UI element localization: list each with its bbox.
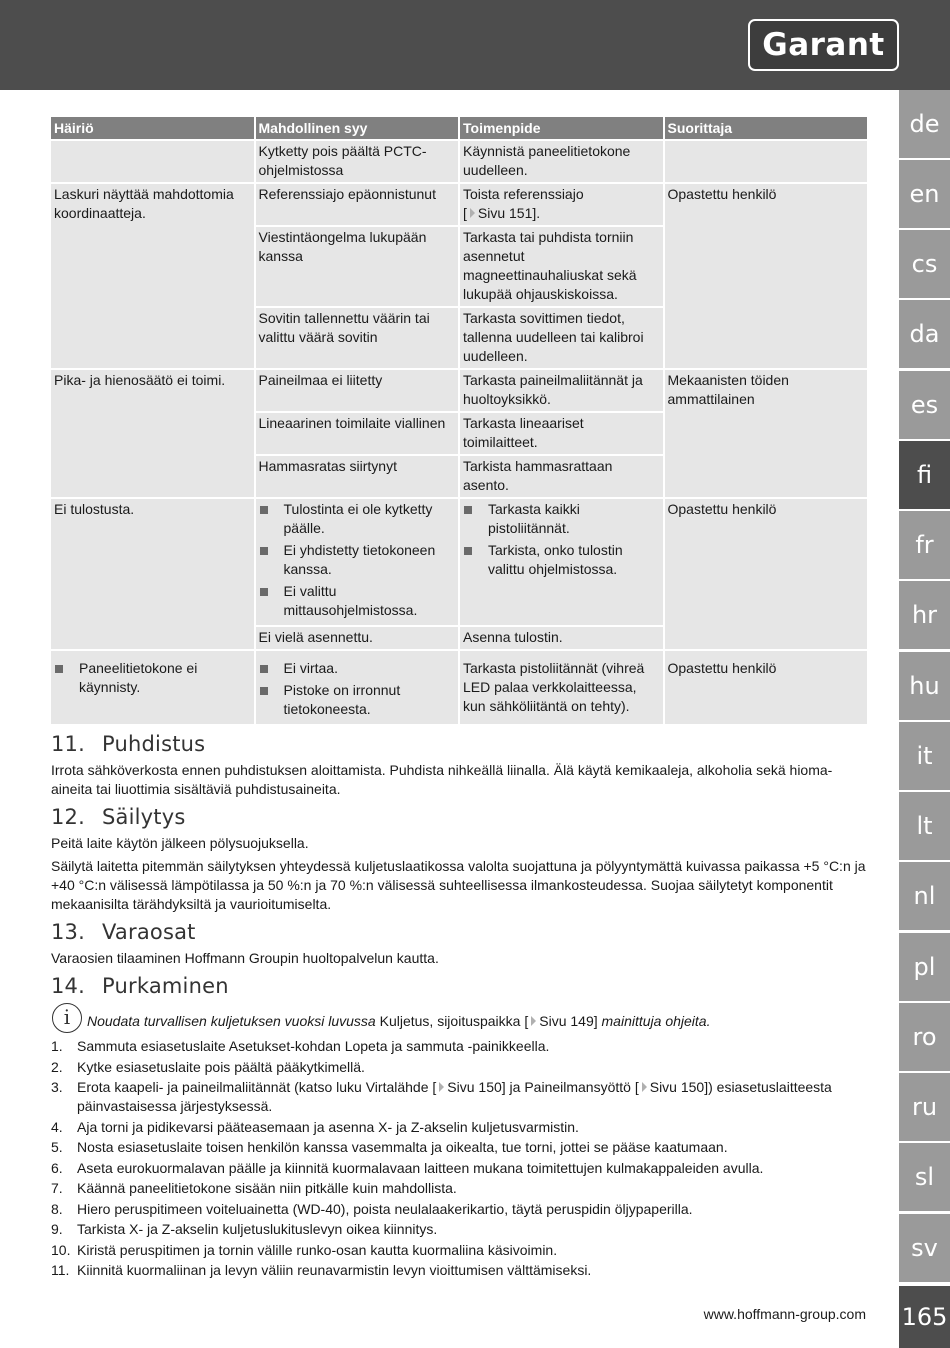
cleaning-text: Irrota sähköverkosta ennen puhdistuksen aloittamista. Puhdista nihkeällä liinalla. Älä käytä kemikaaleja, alkoholia sekä hioma-aineita tai liuottimia sisältäviä puhdistusaineita. xyxy=(51,762,833,797)
list-item: Ei yhdistetty tietokoneen kanssa. xyxy=(259,541,456,579)
page-ref-arrow-icon xyxy=(531,1016,536,1026)
lang-tab-ro[interactable]: ro xyxy=(899,1003,950,1071)
lang-tab-de[interactable]: de xyxy=(899,90,950,158)
info-note: i Noudata turvallisen kuljetuksen vuoksi luvussa Kuljetus, sijoituspaikka [ Sivu 149] mainittuja ohjeita. xyxy=(51,1003,867,1033)
step-number: 6. xyxy=(51,1159,63,1176)
action-cell: Tarkista hammasrattaan asento. xyxy=(460,456,663,497)
list-item xyxy=(51,1220,867,1239)
step-text: Sammuta esiasetuslaite Asetukset-kohdan Lopeta ja sammuta -painikkeella. xyxy=(77,1038,550,1054)
step-text: Kiristä peruspitimen ja tornin välille runko-osan kautta kuormaliina käsivoimin. xyxy=(77,1241,558,1258)
section-heading-storage xyxy=(51,805,867,829)
section-title: Purkaminen xyxy=(102,974,229,998)
header-bar xyxy=(0,0,950,90)
fault-cell xyxy=(51,141,254,182)
header-performer: Suorittaja xyxy=(665,117,868,139)
step-text: Tarkista X- ja Z-akselin kuljetuslukituslevyn oikea kiinnitys. xyxy=(77,1221,438,1237)
action-cell: Toista referenssiajo [ Sivu 151]. xyxy=(460,184,663,225)
lang-tab-sl[interactable]: sl xyxy=(899,1143,950,1211)
language-sidebar xyxy=(899,90,950,1348)
lang-tab-cs[interactable]: cs xyxy=(899,230,950,298)
page-ref-link[interactable]: Sivu 151 xyxy=(477,205,533,221)
performer-cell xyxy=(665,141,868,182)
lang-tab-en[interactable]: en xyxy=(899,160,950,228)
step-number: 4. xyxy=(51,1118,63,1135)
section-title: Puhdistus xyxy=(102,732,206,756)
performer-cell: Mekaanisten töiden ammattilainen xyxy=(665,370,868,497)
lang-tab-fr[interactable]: fr xyxy=(899,511,950,579)
list-item xyxy=(51,1058,867,1077)
lang-tab-es[interactable]: es xyxy=(899,371,950,439)
lang-tab-fi[interactable]: fi xyxy=(899,441,950,509)
step-text: Kytke esiasetuslaite pois päältä pääkytkimellä. xyxy=(77,1058,365,1075)
table-row xyxy=(51,184,867,225)
step-text: Aja torni ja pidikevarsi pääteasemaan ja asenna X- ja Z-akselin kuljetusvarmistin. xyxy=(77,1118,579,1135)
step-number: 7. xyxy=(51,1180,63,1196)
step-text: Kiinnitä kuormaliinan ja levyn väliin reunavarmistin levyn vioittumisen välttämiseksi. xyxy=(77,1262,592,1278)
table-header-row xyxy=(51,117,867,139)
header-cause: Mahdollinen syy xyxy=(256,117,459,139)
lang-tab-da[interactable]: da xyxy=(899,300,950,368)
action-cell: Tarkasta sovittimen tiedot, tallenna uudelleen tai kalibroi uudelleen. xyxy=(460,308,663,368)
lang-tab-it[interactable]: it xyxy=(899,722,950,790)
action-cell xyxy=(460,499,663,625)
table-row xyxy=(51,141,867,182)
storage-text-1: Peitä laite käytön jälkeen pölysuojuksella. xyxy=(51,835,309,851)
cause-list xyxy=(259,659,456,719)
action-text: Toista referenssiajo xyxy=(463,186,584,202)
fault-cell xyxy=(51,651,254,724)
list-item xyxy=(51,1118,867,1137)
list-item: Tulostinta ei ole kytketty päälle. xyxy=(259,500,456,538)
fault-cell: Ei tulostusta. xyxy=(51,499,254,649)
dismantling-steps xyxy=(51,1037,867,1280)
page-number: 165 xyxy=(899,1286,950,1348)
step-number: 2. xyxy=(51,1058,63,1075)
header-fault: Häiriö xyxy=(51,117,254,139)
step-number: 10. xyxy=(51,1241,71,1258)
step-number: 11. xyxy=(51,1262,70,1278)
list-item: Paneelitietokone ei käynnisty. xyxy=(54,659,251,697)
list-item xyxy=(51,1179,867,1198)
section-heading-cleaning xyxy=(51,732,867,756)
lang-tab-lt[interactable]: lt xyxy=(899,792,950,860)
step-number: 8. xyxy=(51,1200,63,1217)
note-italic-text: Noudata turvallisen kuljetuksen vuoksi luvussa xyxy=(87,1013,376,1029)
cause-cell: Viestintäongelma lukupään kanssa xyxy=(256,227,459,306)
section-number: 13. xyxy=(51,920,85,944)
list-item xyxy=(51,1261,867,1280)
cause-cell: Sovitin tallennettu väärin tai valittu väärä sovitin xyxy=(256,308,459,368)
section-number: 14. xyxy=(51,974,85,998)
page-ref-arrow-icon xyxy=(470,208,475,218)
cause-cell: Ei vielä asennettu. xyxy=(256,627,459,649)
action-cell: Käynnistä paneelitietokone uudelleen. xyxy=(460,141,663,182)
section-number: 12. xyxy=(51,805,85,829)
note-italic-text: mainittuja ohjeita. xyxy=(601,1013,711,1029)
cause-cell: Kytketty pois päältä PCTC-ohjelmistossa xyxy=(256,141,459,182)
lang-tab-hu[interactable]: hu xyxy=(899,652,950,720)
page-ref-link[interactable]: Sivu 149 xyxy=(539,1013,594,1029)
step-text: Nosta esiasetuslaite toisen henkilön kanssa vasemmalta ja oikealta, tue torni, jottei se pääse kaatumaan. xyxy=(77,1139,728,1155)
lang-tab-pl[interactable]: pl xyxy=(899,933,950,1001)
action-cell: Tarkasta lineaariset toimilaitteet. xyxy=(460,413,663,454)
lang-tab-ru[interactable]: ru xyxy=(899,1073,950,1141)
lang-tab-nl[interactable]: nl xyxy=(899,862,950,930)
section-number: 11. xyxy=(51,732,85,756)
action-cell: Tarkasta tai puhdista torniin asennetut magneettinauhaliuskat sekä lukupää ohjauskiskoissa. xyxy=(460,227,663,306)
step-number: 5. xyxy=(51,1139,63,1155)
table-row xyxy=(51,651,867,724)
cause-cell: Hammasratas siirtynyt xyxy=(256,456,459,497)
garant-logo: Garant xyxy=(748,19,899,71)
list-item: Ei virtaa. xyxy=(259,659,456,678)
section-heading-dismantling xyxy=(51,974,867,998)
list-item: 3. Erota kaapeli- ja paineilmaliitännät (katso luku Virtalähde [ Sivu 150] ja Paineilmansyöttö [ Sivu 150]) esiasetuslaitteesta päinvastaisessa järjestyksessä. xyxy=(51,1079,832,1114)
page-ref-link[interactable]: Sivu 150 xyxy=(649,1079,705,1095)
cause-cell xyxy=(256,651,459,724)
step-text: ) esiasetuslaitteesta päinvastaisessa järjestyksessä. xyxy=(77,1079,832,1114)
section-title: Varaosat xyxy=(102,920,196,944)
list-item xyxy=(51,1037,867,1056)
note-chapter-name: Kuljetus, sijoituspaikka xyxy=(379,1013,521,1029)
step-text: Käännä paneelitietokone sisään niin pitkälle kuin mahdollista. xyxy=(77,1180,457,1196)
action-list xyxy=(463,500,660,579)
fault-cell: Pika- ja hienosäätö ei toimi. xyxy=(51,370,254,497)
list-item: Ei valittu mittausohjelmistossa. xyxy=(259,582,456,620)
storage-text-2: Säilytä laitetta pitemmän säilytyksen yhteydessä kuljetuslaatikossa valolta suojattuna ja pölyyntymättä kuivassa paikassa +5 °C:n ja +40 °C:n välisessä lämpötilassa ja 50 %:n ja 70 %:n välisessä suhteellisessa ilmankosteudessa. Suojaa säilytetyt komponentit mekaanisilta tärähdyksiltä ja vaurioitumiselta. xyxy=(51,858,866,912)
info-icon: i xyxy=(52,1003,82,1033)
list-item xyxy=(51,1159,867,1178)
main-content xyxy=(51,115,867,1282)
list-item: Tarkista, onko tulostin valittu ohjelmistossa. xyxy=(463,541,660,579)
step-text: Hiero peruspitimeen voiteluainetta (WD-40), poista neulalaakerikartio, täytä peruspidin öljypaperilla. xyxy=(77,1200,693,1217)
section-heading-spare-parts xyxy=(51,920,867,944)
lang-tab-sv[interactable]: sv xyxy=(899,1214,950,1282)
list-item xyxy=(51,1241,867,1260)
cause-list xyxy=(259,500,456,620)
performer-cell: Opastettu henkilö xyxy=(665,184,868,368)
page-ref-arrow-icon xyxy=(439,1082,444,1092)
performer-cell: Opastettu henkilö xyxy=(665,499,868,649)
fault-cell: Laskuri näyttää mahdottomia koordinaatteja. xyxy=(51,184,254,368)
step-text: Aseta eurokuormalavan päälle ja kiinnitä kuormalavaan laitteen mukana toimitettujen kulmakappaleiden avulla. xyxy=(77,1159,764,1176)
cause-cell: Paineilmaa ei liitetty xyxy=(256,370,459,411)
step-text: Erota kaapeli- ja paineilmaliitännät (katso luku Virtalähde xyxy=(77,1079,429,1095)
table-row xyxy=(51,499,867,625)
list-item xyxy=(51,1200,867,1219)
step-number: 9. xyxy=(51,1221,63,1237)
step-number: 1. xyxy=(51,1038,63,1054)
footer-website-link[interactable]: www.hoffmann-group.com xyxy=(703,1306,866,1322)
page-ref-link[interactable]: Sivu 150 xyxy=(447,1079,502,1095)
action-cell: Tarkasta paineilmaliitännät ja huoltoyksikkö. xyxy=(460,370,663,411)
lang-tab-hr[interactable]: hr xyxy=(899,581,950,649)
list-item: Pistoke on irronnut tietokoneesta. xyxy=(259,681,456,719)
troubleshooting-table xyxy=(49,115,869,726)
cause-cell xyxy=(256,499,459,625)
performer-cell: Opastettu henkilö xyxy=(665,651,868,724)
cause-cell: Referenssiajo epäonnistunut xyxy=(256,184,459,225)
cause-cell: Lineaarinen toimilaite viallinen xyxy=(256,413,459,454)
page-ref-arrow-icon xyxy=(642,1082,647,1092)
list-item: Tarkasta kaikki pistoliitännät. xyxy=(463,500,660,538)
step-number: 3. xyxy=(51,1079,63,1095)
spare-parts-text: Varaosien tilaaminen Hoffmann Groupin huoltopalvelun kautta. xyxy=(51,950,439,966)
action-cell: Tarkasta pistoliitännät (vihreä LED palaa verkkolaitteessa, kun sähköliitäntä on tehty). xyxy=(460,651,663,724)
header-action: Toimenpide xyxy=(460,117,663,139)
table-row xyxy=(51,370,867,411)
list-item xyxy=(51,1138,867,1157)
action-cell: Asenna tulostin. xyxy=(460,627,663,649)
section-title: Säilytys xyxy=(102,805,186,829)
fault-list xyxy=(54,659,251,697)
step-text: ja Paineilmansyöttö xyxy=(509,1079,631,1095)
